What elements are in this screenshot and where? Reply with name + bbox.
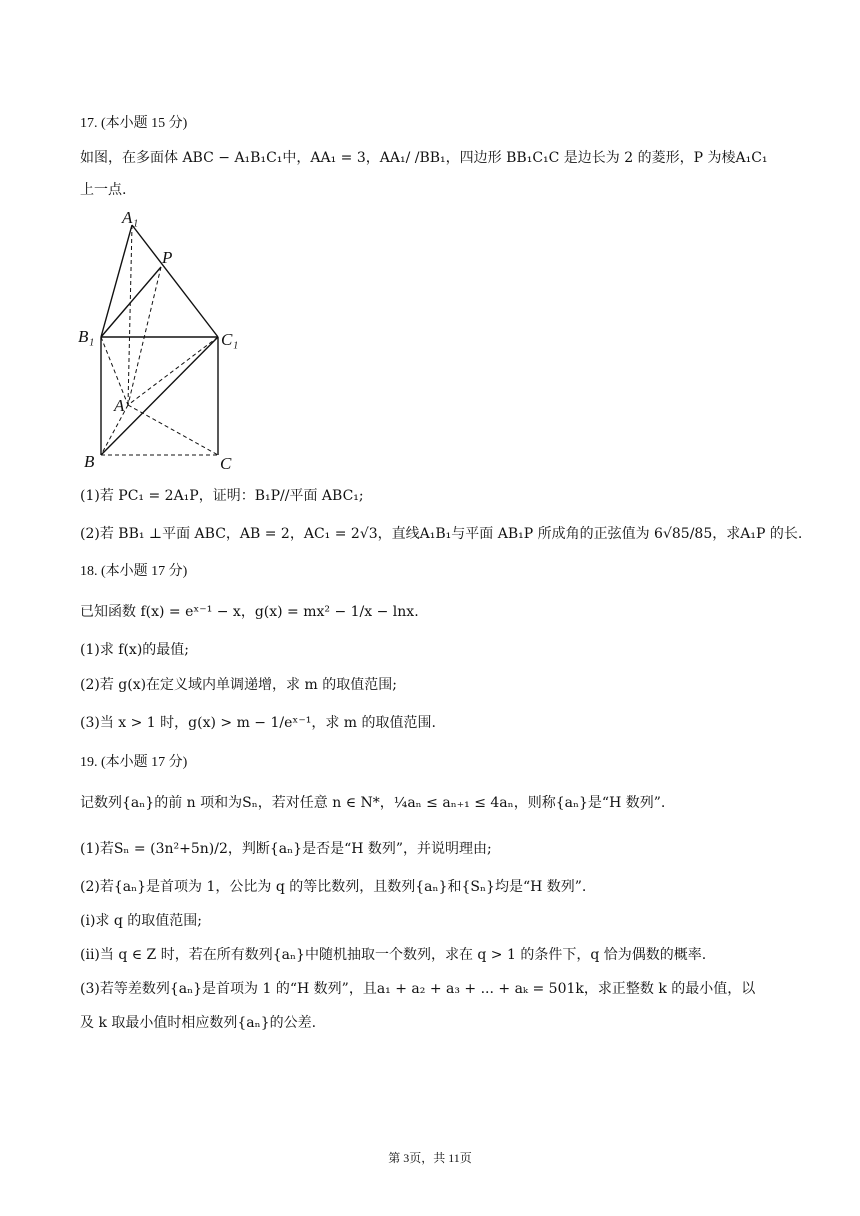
problem-18-intro: 已知函数 f(x) = eˣ⁻¹ − x，g(x) = mx² − 1/x − lnx. <box>80 604 419 620</box>
problem-19-q2-i: (i)求 q 的取值范围; <box>80 913 202 929</box>
problem-19-q2-ii: (ii)当 q ∈ Z 时，若在所有数列{aₙ}中随机抽取一个数列，求在 q > 1 的条件下，q 恰为偶数的概率. <box>80 947 707 963</box>
problem-18-q1: (1)求 f(x)的最值; <box>80 642 189 658</box>
problem-18-q3: (3)当 x > 1 时，g(x) > m − 1/eˣ⁻¹，求 m 的取值范围. <box>80 715 436 731</box>
edge-a1-b1 <box>101 225 132 337</box>
problem-19-q3-cont: 及 k 取最小值时相应数列{aₙ}的公差. <box>80 1015 317 1031</box>
edge-a1-c1 <box>132 225 218 337</box>
edge-b1-a <box>101 337 128 405</box>
label-b: B <box>84 452 95 471</box>
label-p: P <box>162 248 173 267</box>
label-a1: A₁ <box>122 208 139 227</box>
problem-17-intro-cont: 上一点. <box>80 182 127 198</box>
problem-19-q2: (2)若{aₙ}是首项为 1，公比为 q 的等比数列，且数列{aₙ}和{Sₙ}均是“H 数列”. <box>80 879 587 895</box>
problem-17-header: 17. (本小题 15 分) <box>80 116 188 131</box>
label-c1: C₁ <box>221 330 239 349</box>
problem-19-q3: (3)若等差数列{aₙ}是首项为 1 的“H 数列”，且a₁ + a₂ + a₃ + ... + aₖ = 501k，求正整数 k 的最小值，以 <box>80 981 756 997</box>
problem-19-intro: 记数列{aₙ}的前 n 项和为Sₙ，若对任意 n ∈ N*，¼aₙ ≤ aₙ₊₁ ≤ 4aₙ，则称{aₙ}是“H 数列”. <box>80 795 666 811</box>
problem-17-intro: 如图，在多面体 ABC − A₁B₁C₁中，AA₁ = 3，AA₁/ /BB₁，四边形 BB₁C₁C 是边长为 2 的菱形，P 为棱A₁C₁ <box>80 150 768 166</box>
problem-17-q1: (1)若 PC₁ = 2A₁P，证明：B₁P//平面 ABC₁; <box>80 488 364 504</box>
page-footer: 第 3页，共 11页 <box>388 1151 472 1165</box>
polyhedron-figure <box>72 205 262 480</box>
edge-a1-a <box>128 225 132 405</box>
problem-19-header: 19. (本小题 17 分) <box>80 755 188 770</box>
problem-19-q1: (1)若Sₙ = (3n²+5n)/2，判断{aₙ}是否是“H 数列”，并说明理由; <box>80 841 492 857</box>
problem-18-header: 18. (本小题 17 分) <box>80 564 188 579</box>
edge-c1-a <box>128 337 218 405</box>
problem-17-q2: (2)若 BB₁ ⊥平面 ABC，AB = 2，AC₁ = 2√3，直线A₁B₁与平面 AB₁P 所成角的正弦值为 6√85/85，求A₁P 的长. <box>80 526 803 542</box>
problem-18-q2: (2)若 g(x)在定义域内单调递增，求 m 的取值范围; <box>80 677 397 693</box>
label-c: C <box>220 454 232 473</box>
edge-a-c <box>128 405 218 455</box>
label-a: A <box>114 396 125 415</box>
label-b1: B₁ <box>78 327 95 346</box>
